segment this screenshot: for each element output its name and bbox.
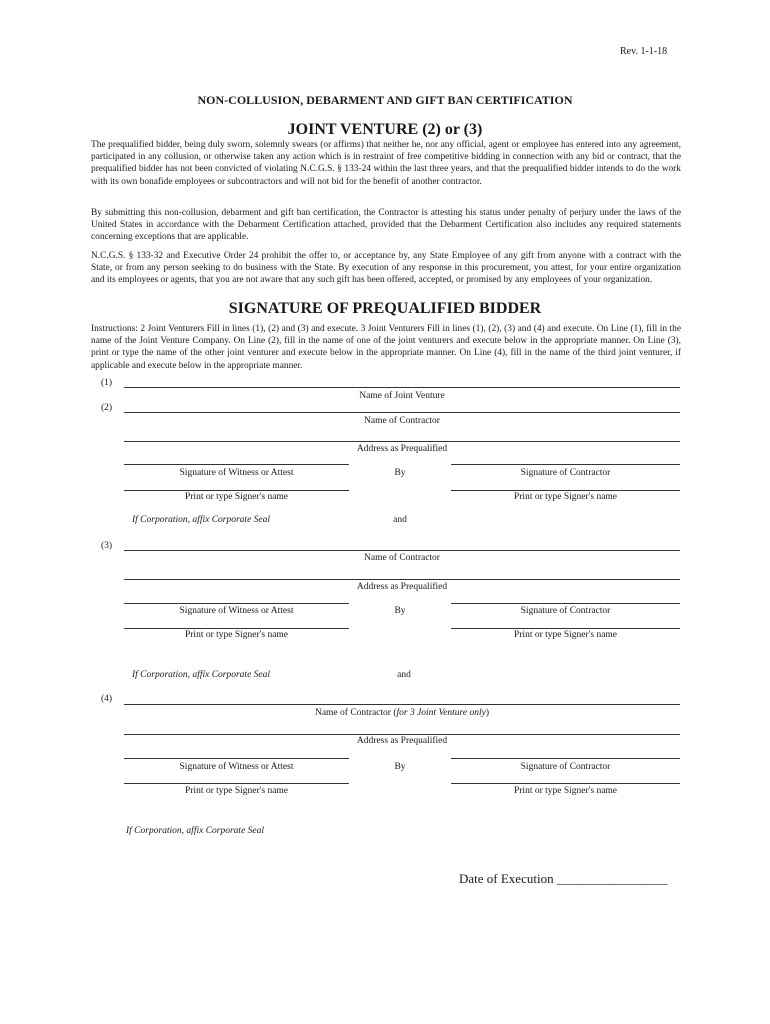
- paragraph-perjury: By submitting this non-collusion, debarment and gift ban certification, the Contractor is attesting his status under penalty of perjury under the laws of the United States in accordance with the Debarment Certification attached, provided that the Debarment Certification also includes any required statements concerning exceptions that are applicable.: [91, 208, 681, 243]
- contractor-name-field-4[interactable]: [124, 704, 680, 705]
- corporate-seal-note-3: If Corporation, affix Corporate Seal: [132, 670, 271, 680]
- signer-print-name-field-4[interactable]: [451, 783, 680, 784]
- caption-name-contractor-3: Name of Contractor: [364, 553, 440, 563]
- witness-print-name-field-4[interactable]: [124, 783, 349, 784]
- caption-sig-contractor-3: Signature of Contractor: [520, 606, 611, 616]
- address-field-4[interactable]: [124, 734, 680, 735]
- instructions-text: Instructions: 2 Joint Venturers Fill in lines (1), (2) and (3) and execute. 3 Joint Venturers Fill in lines (1), (2), (3) and (4) and execute. On Line (1), fill in the name of the Joint Venture Company. On Line (2), fill in the name of one of the joint venturers and execute below in the appropriate manner. On Line (3), print or type the name of the other joint venturer and execute below in the appropriate manner. On Line (4), fill in the name of the third joint venturer, if applicable and execute below in the appropriate manner.: [91, 324, 681, 371]
- caption-print-name-left-2: Print or type Signer's name: [184, 492, 289, 502]
- signature-heading: SIGNATURE OF PREQUALIFIED BIDDER: [228, 300, 542, 317]
- signer-print-name-field-3[interactable]: [451, 628, 680, 629]
- caption-sig-contractor-2: Signature of Contractor: [520, 468, 611, 478]
- and-label-2: and: [393, 515, 407, 525]
- witness-signature-field-4[interactable]: [124, 758, 349, 759]
- address-field-2[interactable]: [124, 441, 680, 442]
- witness-signature-field-3[interactable]: [124, 603, 349, 604]
- corporate-seal-note-2: If Corporation, affix Corporate Seal: [132, 515, 271, 525]
- contractor-name-field-2[interactable]: [124, 412, 680, 413]
- document-subtitle: JOINT VENTURE (2) or (3): [287, 121, 483, 138]
- paragraph-sworn-statement: The prequalified bidder, being duly sworn, solemnly swears (or affirms) that neither he, nor any official, agent or employee has entered into any agreement, participated in any collusion, or otherwise taken any action which is in restraint of free competitive bidding in connection with any bid or contract, that the prequalified bidder has not been convicted of violating N.C.G.S. § 133-24 within the last three years, and that the prequalified bidder intends to do the work with its own bonafide employees or subcontractors and will not bid for the benefit of another contractor.: [91, 140, 681, 187]
- witness-print-name-field-2[interactable]: [124, 490, 349, 491]
- paragraph-gift-ban: N.C.G.S. § 133-32 and Executive Order 24 prohibit the offer to, or acceptance by, any State Employee of any gift from anyone with a contract with the State, or from any person seeking to do business with the State. By execution of any response in this procurement, you attest, for your entire organization and its employees or agents, that you are not aware that any such gift has been offered, accepted, or promised by any employees of your organization.: [91, 251, 681, 286]
- joint-venture-name-field[interactable]: [124, 387, 680, 388]
- contractor-signature-field-4[interactable]: [451, 758, 680, 759]
- caption-print-name-right-4: Print or type Signer's name: [513, 786, 618, 796]
- caption-name-contractor-2: Name of Contractor: [364, 416, 440, 426]
- document-title: NON-COLLUSION, DEBARMENT AND GIFT BAN CERTIFICATION: [197, 93, 573, 107]
- contractor-signature-field-2[interactable]: [451, 464, 680, 465]
- caption-address-2: Address as Prequalified: [356, 444, 448, 454]
- caption-witness-2: Signature of Witness or Attest: [179, 468, 294, 478]
- line-number-2: (2): [101, 403, 113, 413]
- contractor-signature-field-3[interactable]: [451, 603, 680, 604]
- caption-by-3: By: [394, 606, 406, 616]
- revision-label: Rev. 1-1-18: [620, 46, 668, 57]
- address-field-3[interactable]: [124, 579, 680, 580]
- caption-print-name-right-2: Print or type Signer's name: [513, 492, 618, 502]
- caption-witness-3: Signature of Witness or Attest: [179, 606, 294, 616]
- caption-by-4: By: [394, 762, 406, 772]
- witness-print-name-field-3[interactable]: [124, 628, 349, 629]
- signer-print-name-field-2[interactable]: [451, 490, 680, 491]
- caption-sig-contractor-4: Signature of Contractor: [520, 762, 611, 772]
- caption-address-4: Address as Prequalified: [356, 736, 448, 746]
- caption-name-contractor-4: Name of Contractor (for 3 Joint Venture only): [314, 708, 490, 718]
- caption-witness-4: Signature of Witness or Attest: [179, 762, 294, 772]
- line-number-3: (3): [101, 541, 113, 551]
- caption-by-2: By: [394, 468, 406, 478]
- caption-address-3: Address as Prequalified: [356, 582, 448, 592]
- date-of-execution[interactable]: Date of Execution _________________: [459, 871, 668, 886]
- line-number-1: (1): [101, 378, 113, 388]
- caption-name-joint-venture: Name of Joint Venture: [359, 391, 445, 401]
- contractor-name-field-3[interactable]: [124, 550, 680, 551]
- line-number-4: (4): [101, 694, 113, 704]
- corporate-seal-note-4: If Corporation, affix Corporate Seal: [126, 826, 265, 836]
- and-label-3: and: [397, 670, 411, 680]
- caption-print-name-left-3: Print or type Signer's name: [184, 630, 289, 640]
- caption-print-name-right-3: Print or type Signer's name: [513, 630, 618, 640]
- witness-signature-field-2[interactable]: [124, 464, 349, 465]
- caption-print-name-left-4: Print or type Signer's name: [184, 786, 289, 796]
